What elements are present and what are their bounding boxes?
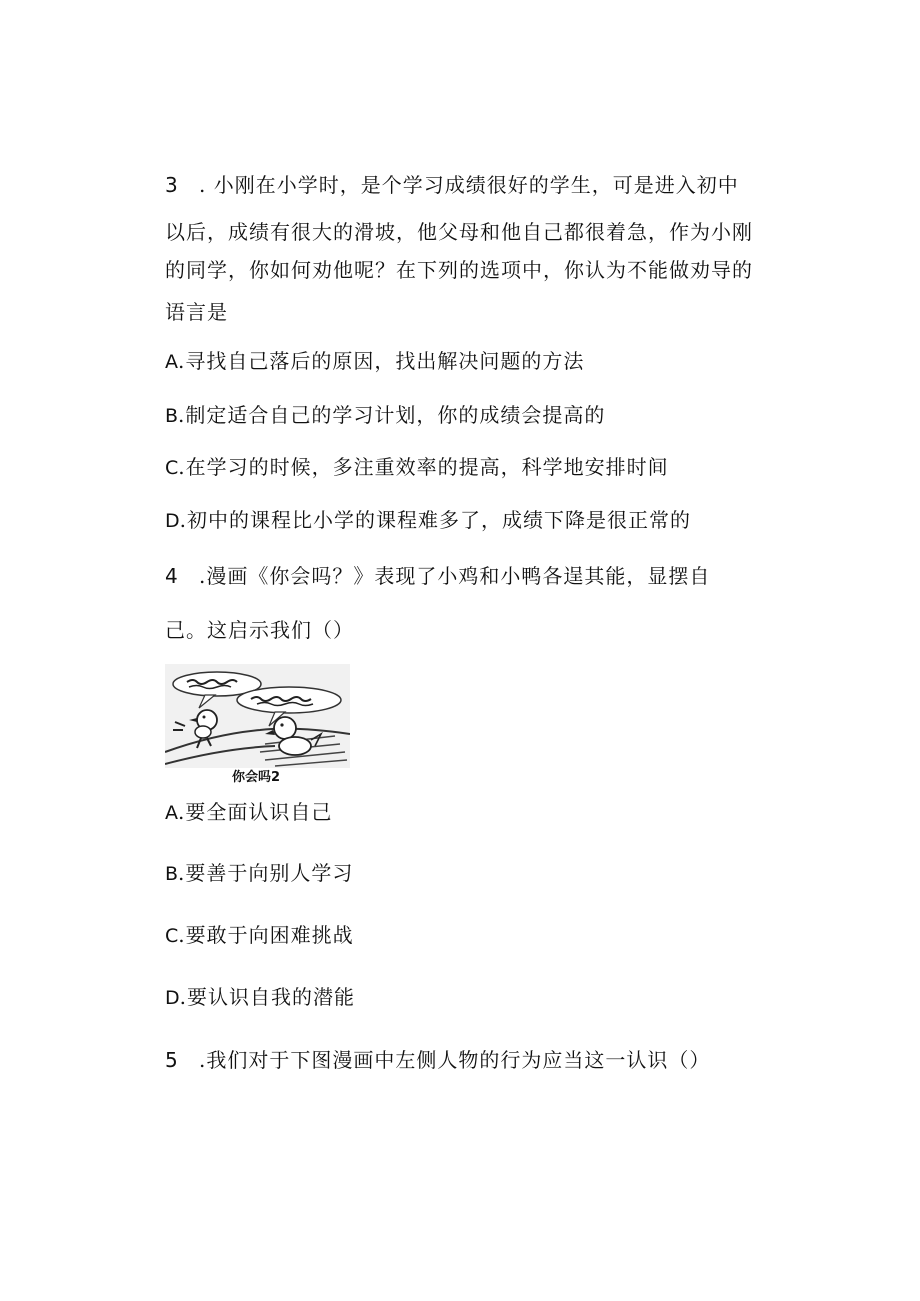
- cartoon-caption: 你会吗2: [232, 770, 281, 785]
- q3-option-b: B.制定适合自己的学习计划，你的成绩会提高的: [165, 403, 606, 427]
- q4-line-2: 己。这启示我们（）: [165, 618, 354, 642]
- q4-option-d: D.要认识自我的潜能: [165, 985, 355, 1009]
- q4-option-b: B.要善于向别人学习: [165, 861, 354, 885]
- q4-line-1: 4 .漫画《你会吗？》表现了小鸡和小鸭各逞其能，显摆自: [165, 564, 711, 588]
- q5-line-1: 5 .我们对于下图漫画中左侧人物的行为应当这一认识（）: [165, 1048, 711, 1072]
- q3-line-3: 的同学，你如何劝他呢？在下列的选项中，你认为不能做劝导的: [165, 258, 753, 282]
- q4-option-c: C.要敢于向困难挑战: [165, 923, 354, 947]
- q3-line-4: 语言是: [165, 300, 228, 324]
- q4-number: 4: [165, 564, 178, 588]
- q3-option-c: C.在学习的时候，多注重效率的提高，科学地安排时间: [165, 455, 669, 479]
- q3-line-1: 3 . 小刚在小学时，是个学习成绩很好的学生，可是进入初中: [165, 173, 739, 197]
- q3-line-2: 以后，成绩有很大的滑坡，他父母和他自己都很着急，作为小刚: [165, 220, 753, 244]
- q3-number: 3: [165, 173, 178, 197]
- q3-option-d: D.初中的课程比小学的课程难多了，成绩下降是很正常的: [165, 508, 691, 532]
- q3-option-a: A.寻找自己落后的原因，找出解决问题的方法: [165, 349, 585, 373]
- q5-number: 5: [165, 1048, 178, 1072]
- q4-option-a: A.要全面认识自己: [165, 800, 333, 824]
